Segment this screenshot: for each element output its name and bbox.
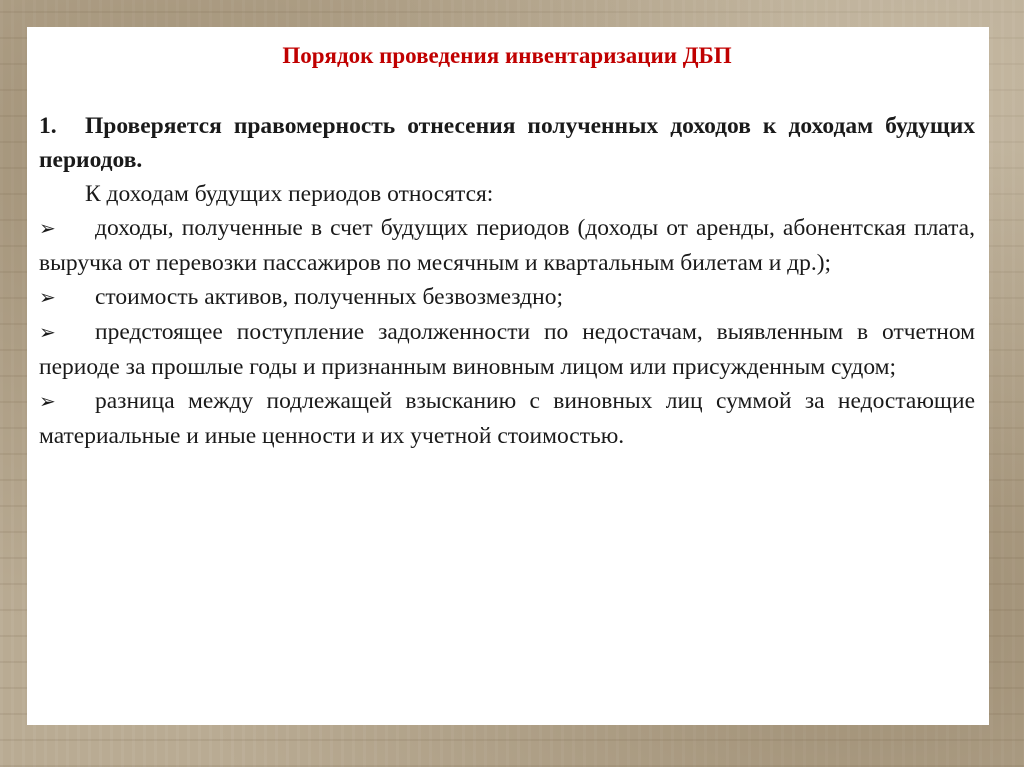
arrow-right-icon: ➢ [39,391,56,413]
section-intro: К доходам будущих периодов относятся: [85,181,494,207]
slide-title: Порядок проведения инвентаризации ДБП [282,43,732,68]
list-item-text: доходы, полученные в счет будущих периодов (доходы от аренды, абонентская плата, выручка от перевозки пассажиров по месячным и квартальным билетам и др.); [39,215,975,276]
list-item [39,315,975,384]
content-panel [27,27,989,725]
spacer [39,73,975,109]
bullet-list [39,211,975,453]
slide-content [39,27,975,453]
arrow-right-icon: ➢ [39,287,56,309]
list-item-text: стоимость активов, полученных безвозмездно; [95,284,563,310]
section-heading [39,109,975,177]
list-item-text: предстоящее поступление задолженности по недостачам, выявленным в отчетном периоде за прошлые годы и признанным виновным лицом или присужденным судом; [39,319,975,380]
arrow-right-icon: ➢ [39,218,56,240]
arrow-right-icon: ➢ [39,322,56,344]
list-item-text: разница между подлежащей взысканию с виновных лиц суммой за недостающие материальные и иные ценности и их учетной стоимостью. [39,388,975,449]
section-number: 1. [39,113,57,139]
list-item [39,280,975,315]
list-item [39,211,975,280]
list-item [39,384,975,453]
section-heading-text: Проверяется правомерность отнесения полученных доходов к доходам будущих периодов. [39,113,975,173]
